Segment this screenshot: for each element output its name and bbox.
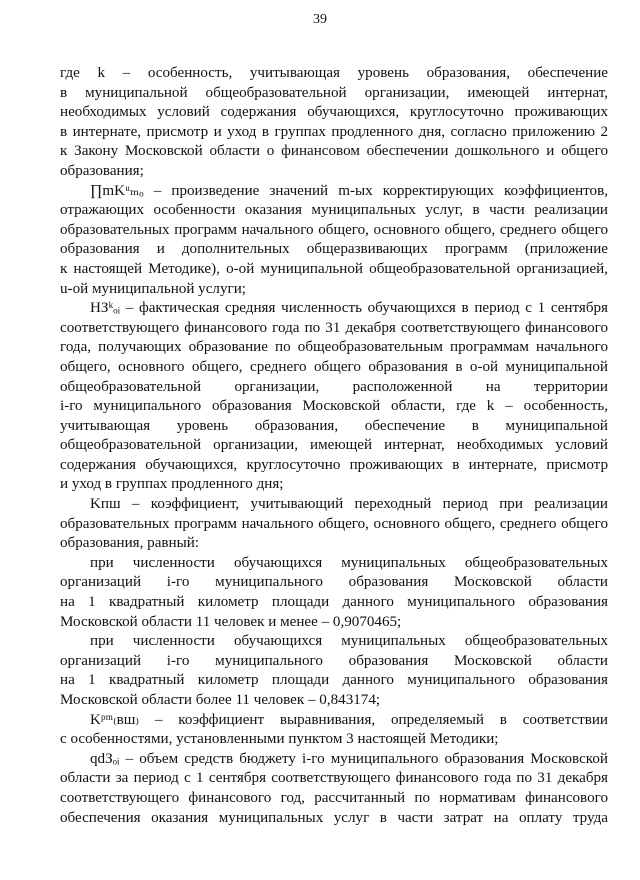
page-number: 39 [313,12,327,27]
text-line: организаций i-го муниципального образования Московской области [60,652,608,669]
text-line: Московской области более 11 человек – 0,843174; [60,692,381,708]
text-line: содержания обучающихся, круглосуточно проживающих в интернате, присмотр [60,456,608,473]
text-line: в интернате, присмотр и уход в группах продленного дня, согласно приложению 2 [60,123,608,140]
text-line: на 1 квадратный километр площади данного муниципального образования [60,672,608,689]
text-line: Московской области 11 человек и менее – 0,9070465; [60,613,402,630]
text-line: и уход в группах продленного дня; [60,476,284,493]
text-line: где k – особенность, учитывающая уровень образования, обеспечение [60,65,608,81]
text-line: образовательных программ начального общего, основного общего, среднего общего [60,515,608,532]
text-line: отражающих особенности оказания муниципальных услуг, в части реализации [60,202,608,219]
text-line: обеспечения оказания муниципальных услуг в части затрат на оплату труда [60,809,608,826]
document-body [60,64,608,828]
text-line: образования и дополнительных общеразвивающих программ (приложение [60,241,608,258]
text-line: к настоящей Методике), о-ой муниципальной общеобразовательной организацией, [60,260,608,277]
text-line: при численности обучающихся муниципальных общеобразовательных [90,554,608,571]
text-line: при численности обучающихся муниципальных общеобразовательных [90,633,608,650]
text-line: года, получающих образование по общеобразовательным программам начального [60,339,608,356]
text-line: области за период с 1 сентября соответствующего финансового года по 31 декабря [60,770,608,787]
text-line: соответствующего финансового год, рассчитанный по нормативам финансового [60,789,608,806]
text-line: общеобразовательной организации, имеющей интернат, необходимых условий [60,437,608,454]
text-line: соответствующего финансового года по 31 декабря соответствующего финансового [60,319,608,336]
text-line: общеобразовательной организации, расположенной на территории [60,378,608,395]
text-line: образовательных программ начального общего, основного общего, среднего общего [60,221,608,238]
text-line: образования, равный: [60,535,200,552]
text-line: организаций i-го муниципального образования Московской области [60,574,608,591]
text-line: на 1 квадратный километр площади данного муниципального образования [60,594,608,611]
text-line: Kпш – коэффициент, учитывающий переходный период при реализации [90,496,608,513]
text-line: Kᵖᵐ₍вш₎ – коэффициент выравнивания, определяемый в соответствии [90,711,608,728]
text-line: u-ой муниципальной услуги; [60,280,246,297]
text-line: необходимых условий содержания обучающихся, круглосуточно проживающих [60,104,608,121]
text-line: i-го муниципального образования Московской области, где k – особенность, [60,398,608,415]
text-line: в муниципальной общеобразовательной организации, имеющей интернат, [60,84,608,101]
text-line: qdЗₒᵢ – объем средств бюджету i-го муниципального образования Московской [90,750,608,767]
text-line: ∏mKᵘₘₒ – произведение значений m-ых корректирующих коэффициентов, [90,182,608,199]
text-line: учитывающая уровень образования, обеспечение в муниципальной [60,417,608,434]
text-line: НЗᵏₒᵢ – фактическая средняя численность обучающихся в период с 1 сентября [90,300,608,317]
text-line: с особенностями, установленными пунктом 3 настоящей Методики; [60,731,499,748]
text-line: общего, основного общего, среднего общего образования в о-ой муниципальной [60,358,608,375]
text-line: образования; [60,162,144,179]
text-line: к Закону Московской области о финансовом обеспечении дошкольного и общего [60,143,608,160]
